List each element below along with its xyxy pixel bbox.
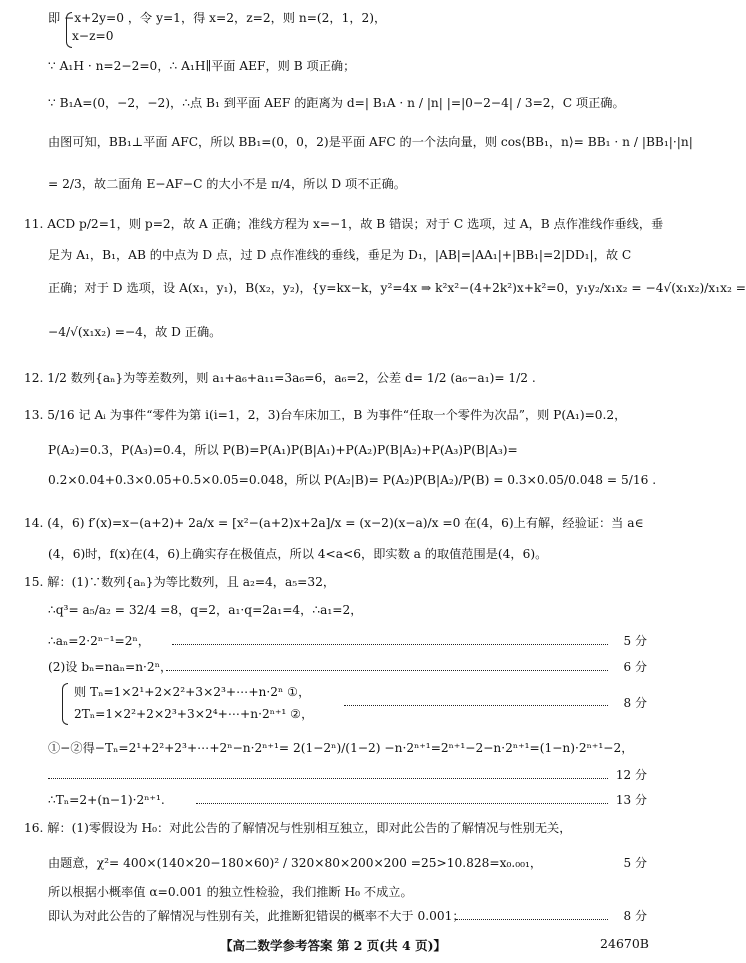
system-brace <box>62 683 68 725</box>
dot-leader <box>456 919 608 920</box>
footer-code: 24670B <box>600 936 649 951</box>
question-14: 14. (4，6) f′(x)=x−(a+2)+ 2a/x = [x²−(a+2)x+2a]/x = (x−2)(x−a)/x =0 在(4，6)上有解，经验证：当 a∈ <box>24 516 644 530</box>
text-line: x−z=0 <box>72 29 114 43</box>
text-line: P(A₂)=0.3，P(A₃)=0.4，所以 P(B)=P(A₁)P(B|A₁)+P(A₂)P(B|A₂)+P(A₃)P(B|A₃)= <box>48 443 518 457</box>
text-line: 则 Tₙ=1×2¹+2×2²+3×2³+⋯+n·2ⁿ ①， <box>74 685 311 699</box>
dot-leader <box>344 705 608 706</box>
text-line: ∴q³= a₅/a₂ = 32/4 =8，q=2，a₁·q=2a₁=4，∴a₁=2， <box>48 603 363 617</box>
question-11: 11. ACD p/2=1，则 p=2，故 A 正确；准线方程为 x=−1，故 B 错误；对于 C 选项，过 A，B 点作准线作垂线，垂 <box>24 217 664 231</box>
score: 8 分 <box>623 696 647 710</box>
text-line: 即认为对此公告的了解情况与性别有关，此推断犯错误的概率不大于 0.001； <box>48 909 465 923</box>
question-15: 15. 解：(1)∵数列{aₙ}为等比数列，且 a₂=4，a₅=32， <box>24 575 336 589</box>
question-16: 16. 解：(1)零假设为 H₀：对此公告的了解情况与性别相互独立，即对此公告的了解情况与性别无关， <box>24 821 572 835</box>
text-line: ①−②得−Tₙ=2¹+2²+2³+⋯+2ⁿ−n·2ⁿ⁺¹= 2(1−2ⁿ)/(1−2) −n·2ⁿ⁺¹=2ⁿ⁺¹−2−n·2ⁿ⁺¹=(1−n)·2ⁿ⁺¹−2， <box>48 741 634 755</box>
score: 5 分 <box>623 856 647 870</box>
text-line: ∵ B₁A=(0，−2，−2)，∴点 B₁ 到平面 AEF 的距离为 d=| B₁A · n / |n| |=|0−2−4| / 3=2，C 项正确。 <box>48 96 625 110</box>
footer-title: 【高二数学参考答案 第 2 页(共 4 页)】 <box>220 938 446 953</box>
score: 8 分 <box>623 909 647 923</box>
text-line: = 2/3，故二面角 E−AF−C 的大小不是 π/4，所以 D 项不正确。 <box>48 177 406 191</box>
text-line: 足为 A₁，B₁，AB 的中点为 D 点，过 D 点作准线的垂线，垂足为 D₁，|AB|=|AA₁|+|BB₁|=2|DD₁|，故 C <box>48 248 632 262</box>
text-line: 0.2×0.04+0.3×0.05+0.5×0.05=0.048，所以 P(A₂|B)= P(A₂)P(B|A₂)/P(B) = 0.3×0.05/0.048 = 5/16 . <box>48 473 657 487</box>
text-line: 由图可知，BB₁⊥平面 AFC，所以 BB₁=(0，0，2)是平面 AFC 的一个法向量，则 cos⟨BB₁，n⟩= BB₁ · n / |BB₁|·|n| <box>48 135 693 149</box>
score: 5 分 <box>623 634 647 648</box>
dot-leader <box>166 670 608 671</box>
dot-leader <box>48 778 608 779</box>
text-line: 正确；对于 D 选项，设 A(x₁，y₁)，B(x₂，y₂)，{y=kx−k，y²=4x ⇒ k²x²−(4+2k²)x+k²=0，y₁y₂/x₁x₂ = −4√(x₁x₂)/x₁x₂ = <box>48 281 746 295</box>
dot-leader <box>172 644 608 645</box>
dot-leader <box>196 803 608 804</box>
question-13: 13. 5/16 记 Aᵢ 为事件“零件为第 i(i=1，2，3)台车床加工，B 为事件“任取一个零件为次品”，则 P(A₁)=0.2， <box>24 408 627 422</box>
text-line: (4，6)时，f(x)在(4，6)上确实存在极值点，所以 4<a<6，即实数 a 的取值范围是(4，6)。 <box>48 547 548 561</box>
text-line: 所以根据小概率值 α=0.001 的独立性检验，我们推断 H₀ 不成立。 <box>48 885 413 899</box>
text-line: ∴Tₙ=2+(n−1)·2ⁿ⁺¹. <box>48 793 165 807</box>
text-line: 即 −x+2y=0 ，令 y=1，得 x=2，z=2，则 n=(2，1，2)， <box>48 11 387 25</box>
text-line: 2Tₙ=1×2²+2×2³+3×2⁴+⋯+n·2ⁿ⁺¹ ②， <box>74 707 314 721</box>
text-line: ∴aₙ=2·2ⁿ⁻¹=2ⁿ， <box>48 634 150 648</box>
text-line: −4/√(x₁x₂) =−4，故 D 正确。 <box>48 325 222 339</box>
text-line: (2)设 bₙ=naₙ=n·2ⁿ， <box>48 660 173 674</box>
text-line: ∵ A₁H · n=2−2=0，∴ A₁H∥平面 AEF，则 B 项正确； <box>48 59 356 73</box>
question-12: 12. 1/2 数列{aₙ}为等差数列，则 a₁+a₆+a₁₁=3a₆=6，a₆=2，公差 d= 1/2 (a₆−a₁)= 1/2 . <box>24 371 536 385</box>
score: 13 分 <box>615 793 647 807</box>
page-footer <box>0 936 677 954</box>
system-brace <box>66 12 72 48</box>
text-line: 由题意，χ²= 400×(140×20−180×60)² / 320×80×200×200 =25>10.828=x₀.₀₀₁， <box>48 856 543 870</box>
score: 6 分 <box>623 660 647 674</box>
score: 12 分 <box>615 768 647 782</box>
